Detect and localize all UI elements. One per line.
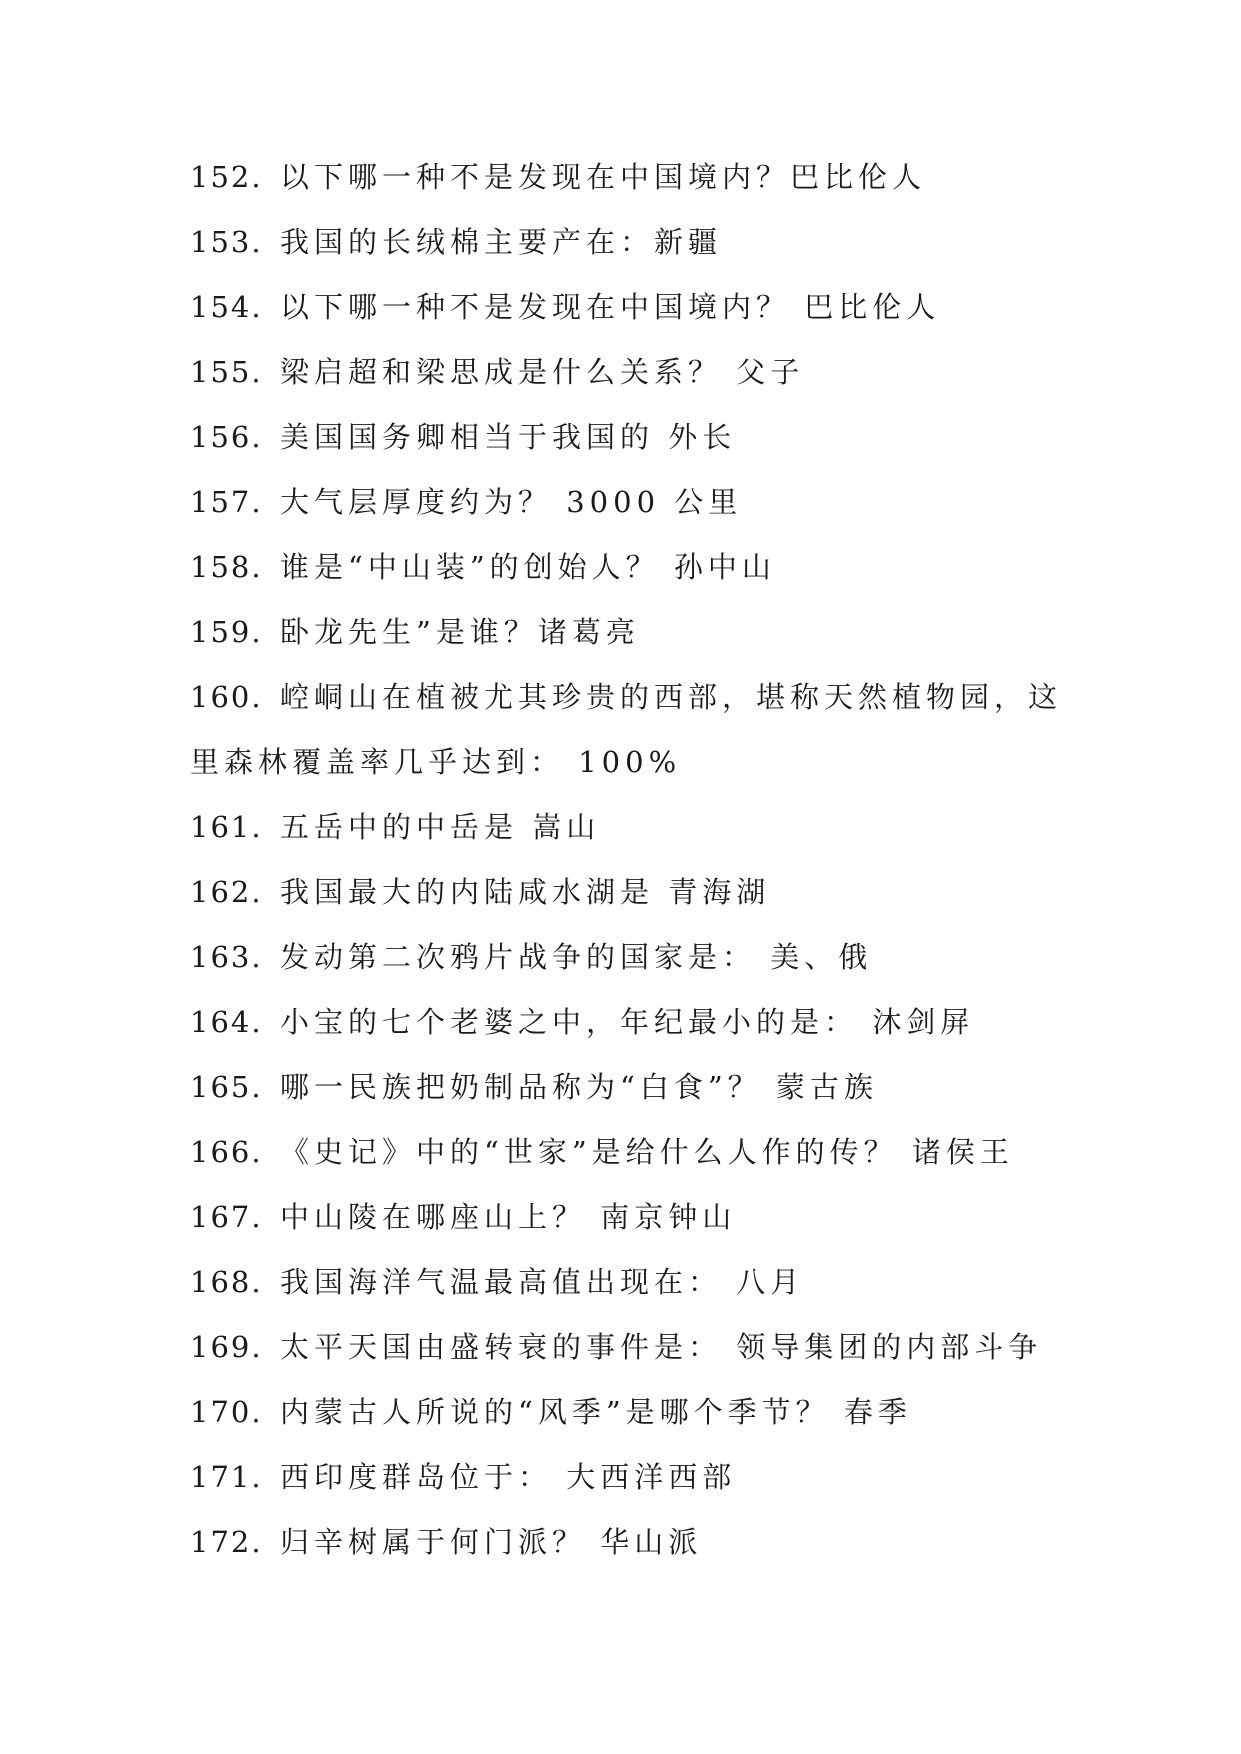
item-number: 156. [190, 420, 263, 454]
list-item [190, 1197, 1070, 1262]
item-text: 以下哪一种不是发现在中国境内？巴比伦人 [280, 160, 927, 194]
item-number: 167. [190, 1200, 263, 1234]
item-text: 发动第二次鸦片战争的国家是： 美、俄 [280, 940, 873, 974]
item-number: 161. [190, 810, 263, 844]
item-text: 卧龙先生”是谁？诸葛亮 [280, 615, 640, 649]
item-number: 163. [190, 940, 263, 974]
list-item [190, 677, 1070, 742]
list-item [190, 352, 1070, 417]
item-number: 172. [190, 1525, 263, 1559]
item-text: 内蒙古人所说的“风季”是哪个季节？ 春季 [280, 1395, 912, 1429]
list-item-continuation [190, 742, 1070, 807]
item-number: 162. [190, 875, 263, 909]
list-item [190, 807, 1070, 872]
list-item [190, 1457, 1070, 1522]
list-item [190, 417, 1070, 482]
item-text: 我国最大的内陆咸水湖是 青海湖 [280, 875, 771, 909]
list-item [190, 222, 1070, 287]
item-number: 165. [190, 1070, 263, 1104]
item-number: 169. [190, 1330, 263, 1364]
list-item [190, 872, 1070, 937]
item-number: 155. [190, 355, 263, 389]
list-item [190, 1132, 1070, 1197]
item-text: 归辛树属于何门派？ 华山派 [280, 1525, 703, 1559]
item-text: 谁是“中山装”的创始人？ 孙中山 [280, 550, 776, 584]
list-item [190, 1262, 1070, 1327]
item-text: 以下哪一种不是发现在中国境内？ 巴比伦人 [280, 290, 941, 324]
item-text: 哪一民族把奶制品称为“白食”？ 蒙古族 [280, 1070, 878, 1104]
item-number: 159. [190, 615, 263, 649]
quiz-list [190, 157, 1070, 1587]
list-item [190, 1392, 1070, 1457]
list-item [190, 1002, 1070, 1067]
item-text: 我国的长绒棉主要产在：新疆 [280, 225, 723, 259]
item-text: 中山陵在哪座山上？ 南京钟山 [280, 1200, 737, 1234]
item-number: 166. [190, 1135, 263, 1169]
item-text: 里森林覆盖率几乎达到： 100% [190, 745, 682, 779]
item-text: 太平天国由盛转衰的事件是： 领导集团的内部斗争 [280, 1330, 1043, 1364]
item-text: 五岳中的中岳是 嵩山 [280, 810, 601, 844]
item-text: 大气层厚度约为？ 3000 公里 [280, 485, 743, 519]
item-text: 我国海洋气温最高值出现在： 八月 [280, 1265, 805, 1299]
item-number: 158. [190, 550, 263, 584]
item-text: 《史记》中的“世家”是给什么人作的传？ 诸侯王 [280, 1135, 1014, 1169]
item-text: 美国国务卿相当于我国的 外长 [280, 420, 737, 454]
list-item [190, 482, 1070, 547]
list-item [190, 547, 1070, 612]
item-number: 160. [190, 680, 263, 714]
item-number: 164. [190, 1005, 263, 1039]
item-text: 崆峒山在植被尤其珍贵的西部，堪称天然植物园，这 [280, 680, 1063, 714]
item-number: 171. [190, 1460, 263, 1494]
item-text: 西印度群岛位于： 大西洋西部 [280, 1460, 737, 1494]
list-item [190, 1522, 1070, 1587]
item-text: 梁启超和梁思成是什么关系？ 父子 [280, 355, 805, 389]
list-item [190, 612, 1070, 677]
item-number: 170. [190, 1395, 263, 1429]
list-item [190, 937, 1070, 1002]
list-item [190, 157, 1070, 222]
list-item [190, 287, 1070, 352]
item-number: 154. [190, 290, 263, 324]
item-number: 157. [190, 485, 263, 519]
item-number: 168. [190, 1265, 263, 1299]
item-number: 153. [190, 225, 263, 259]
item-number: 152. [190, 160, 263, 194]
list-item [190, 1327, 1070, 1392]
list-item [190, 1067, 1070, 1132]
item-text: 小宝的七个老婆之中，年纪最小的是： 沐剑屏 [280, 1005, 975, 1039]
